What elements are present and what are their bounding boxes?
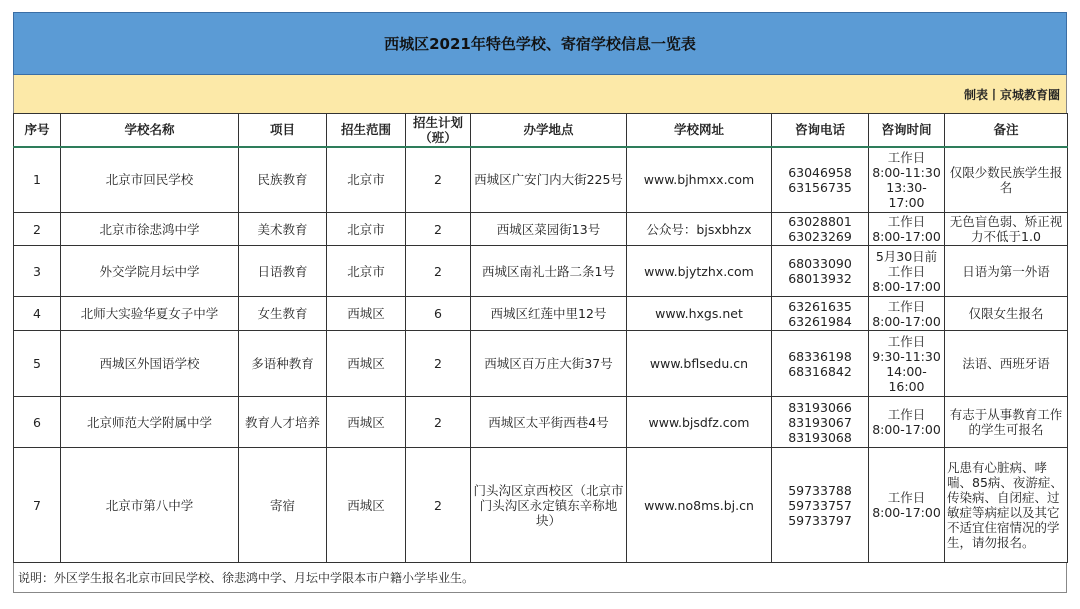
cell-website: www.bjytzhx.com bbox=[627, 246, 772, 297]
cell-no: 6 bbox=[14, 397, 61, 448]
cell-remark: 法语、西班牙语 bbox=[945, 331, 1068, 397]
cell-remark: 凡患有心脏病、哮喘、85病、夜游症、传染病、自闭症、过敏症等病症以及其它不适宜住宿情况的学生，请勿报名。 bbox=[945, 448, 1068, 563]
cell-remark: 仅限少数民族学生报名 bbox=[945, 147, 1068, 213]
cell-plan: 2 bbox=[406, 147, 471, 213]
cell-remark: 日语为第一外语 bbox=[945, 246, 1068, 297]
cell-website: www.bjsdfz.com bbox=[627, 397, 772, 448]
cell-address: 门头沟区京西校区（北京市门头沟区永定镇东辛称地块） bbox=[471, 448, 627, 563]
col-header: 学校网址 bbox=[627, 114, 772, 147]
cell-remark: 有志于从事教育工作的学生可报名 bbox=[945, 397, 1068, 448]
cell-plan: 2 bbox=[406, 213, 471, 246]
cell-name: 北京市第八中学 bbox=[61, 448, 239, 563]
cell-time: 工作日 8:00-17:00 bbox=[869, 297, 945, 331]
cell-name: 北京师范大学附属中学 bbox=[61, 397, 239, 448]
cell-phone: 68033090 68013932 bbox=[772, 246, 869, 297]
cell-phone: 59733788 59733757 59733797 bbox=[772, 448, 869, 563]
table-row bbox=[14, 397, 1068, 448]
table-row bbox=[14, 331, 1068, 397]
cell-project: 教育人才培养 bbox=[239, 397, 327, 448]
cell-no: 4 bbox=[14, 297, 61, 331]
cell-scope: 西城区 bbox=[327, 297, 406, 331]
col-header: 咨询电话 bbox=[772, 114, 869, 147]
cell-project: 美术教育 bbox=[239, 213, 327, 246]
cell-scope: 北京市 bbox=[327, 246, 406, 297]
schools-table bbox=[13, 113, 1068, 563]
cell-no: 2 bbox=[14, 213, 61, 246]
cell-plan: 2 bbox=[406, 246, 471, 297]
cell-address: 西城区太平街西巷4号 bbox=[471, 397, 627, 448]
cell-no: 7 bbox=[14, 448, 61, 563]
table-row bbox=[14, 246, 1068, 297]
cell-address: 西城区红莲中里12号 bbox=[471, 297, 627, 331]
credit-line: 制表丨京城教育圈 bbox=[13, 75, 1067, 113]
cell-scope: 西城区 bbox=[327, 448, 406, 563]
col-header: 办学地点 bbox=[471, 114, 627, 147]
cell-time: 5月30日前 工作日 8:00-17:00 bbox=[869, 246, 945, 297]
cell-scope: 北京市 bbox=[327, 213, 406, 246]
cell-name: 北京市回民学校 bbox=[61, 147, 239, 213]
header-row bbox=[14, 114, 1068, 147]
cell-address: 西城区百万庄大街37号 bbox=[471, 331, 627, 397]
cell-name: 北师大实验华夏女子中学 bbox=[61, 297, 239, 331]
cell-project: 女生教育 bbox=[239, 297, 327, 331]
cell-scope: 北京市 bbox=[327, 147, 406, 213]
cell-address: 西城区南礼士路二条1号 bbox=[471, 246, 627, 297]
table-row bbox=[14, 147, 1068, 213]
cell-website: www.bflsedu.cn bbox=[627, 331, 772, 397]
cell-address: 西城区菜园街13号 bbox=[471, 213, 627, 246]
sheet-title: 西城区2021年特色学校、寄宿学校信息一览表 bbox=[13, 12, 1067, 75]
cell-website: www.bjhmxx.com bbox=[627, 147, 772, 213]
table-row bbox=[14, 297, 1068, 331]
cell-scope: 西城区 bbox=[327, 331, 406, 397]
cell-time: 工作日 8:00-17:00 bbox=[869, 213, 945, 246]
cell-phone: 63261635 63261984 bbox=[772, 297, 869, 331]
cell-no: 3 bbox=[14, 246, 61, 297]
footnote: 说明：外区学生报名北京市回民学校、徐悲鸿中学、月坛中学限本市户籍小学毕业生。 bbox=[13, 563, 1067, 593]
col-header: 项目 bbox=[239, 114, 327, 147]
cell-phone: 63046958 63156735 bbox=[772, 147, 869, 213]
cell-phone: 68336198 68316842 bbox=[772, 331, 869, 397]
col-header: 备注 bbox=[945, 114, 1068, 147]
cell-project: 多语种教育 bbox=[239, 331, 327, 397]
cell-time: 工作日 8:00-11:30 13:30-17:00 bbox=[869, 147, 945, 213]
cell-phone: 63028801 63023269 bbox=[772, 213, 869, 246]
cell-name: 外交学院月坛中学 bbox=[61, 246, 239, 297]
cell-plan: 2 bbox=[406, 448, 471, 563]
cell-address: 西城区广安门内大街225号 bbox=[471, 147, 627, 213]
cell-time: 工作日 9:30-11:30 14:00-16:00 bbox=[869, 331, 945, 397]
cell-project: 寄宿 bbox=[239, 448, 327, 563]
cell-plan: 2 bbox=[406, 397, 471, 448]
cell-no: 1 bbox=[14, 147, 61, 213]
col-header: 招生范围 bbox=[327, 114, 406, 147]
cell-website: www.no8ms.bj.cn bbox=[627, 448, 772, 563]
table-row bbox=[14, 448, 1068, 563]
cell-plan: 6 bbox=[406, 297, 471, 331]
cell-project: 日语教育 bbox=[239, 246, 327, 297]
cell-website: 公众号：bjsxbhzx bbox=[627, 213, 772, 246]
cell-scope: 西城区 bbox=[327, 397, 406, 448]
cell-name: 西城区外国语学校 bbox=[61, 331, 239, 397]
table-body bbox=[14, 147, 1068, 563]
cell-phone: 83193066 83193067 83193068 bbox=[772, 397, 869, 448]
info-sheet bbox=[13, 12, 1067, 593]
cell-time: 工作日 8:00-17:00 bbox=[869, 448, 945, 563]
cell-plan: 2 bbox=[406, 331, 471, 397]
cell-name: 北京市徐悲鸿中学 bbox=[61, 213, 239, 246]
cell-no: 5 bbox=[14, 331, 61, 397]
cell-remark: 仅限女生报名 bbox=[945, 297, 1068, 331]
col-header: 序号 bbox=[14, 114, 61, 147]
col-header: 咨询时间 bbox=[869, 114, 945, 147]
col-header: 招生计划（班） bbox=[406, 114, 471, 147]
col-header: 学校名称 bbox=[61, 114, 239, 147]
cell-remark: 无色盲色弱、矫正视力不低于1.0 bbox=[945, 213, 1068, 246]
cell-project: 民族教育 bbox=[239, 147, 327, 213]
cell-time: 工作日 8:00-17:00 bbox=[869, 397, 945, 448]
table-row bbox=[14, 213, 1068, 246]
cell-website: www.hxgs.net bbox=[627, 297, 772, 331]
